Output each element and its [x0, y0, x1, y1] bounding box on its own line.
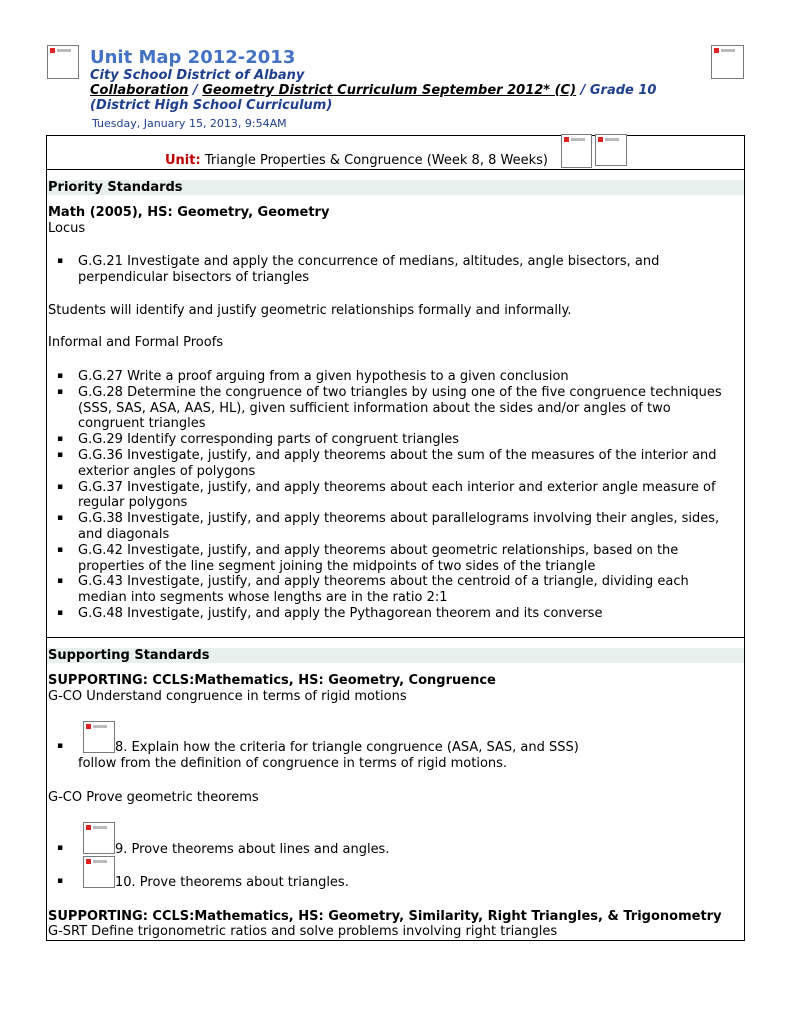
prove-theorems-label: G-CO Prove geometric theorems [48, 790, 259, 805]
standard-text-continued: follow from the definition of congruence in terms of rigid motions. [78, 756, 508, 771]
list-item [48, 511, 738, 543]
supporting-standards-heading: Supporting Standards [48, 648, 210, 663]
divider [46, 169, 745, 170]
bullet-icon: ▪ [57, 371, 64, 381]
standard-text: G.G.27 Write a proof arguing from a given hypothesis to a given conclusion [78, 369, 569, 384]
standard-text: G.G.48 Investigate, justify, and apply the Pythagorean theorem and its converse [78, 605, 603, 621]
unit-row [165, 153, 548, 168]
standard-text: 10. Prove theorems about triangles. [115, 875, 349, 890]
breadcrumb-collaboration[interactable]: Collaboration [90, 83, 189, 98]
breadcrumb-grade: Grade 10 [589, 83, 657, 98]
bullet-icon: ▪ [57, 386, 64, 397]
supporting-subject-congruence: SUPPORTING: CCLS:Mathematics, HS: Geometry, Congruence [48, 673, 496, 688]
bullet-icon: ▪ [57, 576, 64, 587]
bullet-icon: ▪ [57, 544, 64, 555]
subtitle: (District High School Curriculum) [90, 98, 333, 113]
list-item [48, 385, 738, 432]
breadcrumb [90, 83, 656, 98]
bullet-icon: ▪ [57, 843, 64, 853]
priority-standards-heading: Priority Standards [48, 180, 183, 195]
timestamp: Tuesday, January 15, 2013, 9:54AM [92, 117, 287, 130]
rigid-motions-label: G-CO Understand congruence in terms of rigid motions [48, 689, 407, 704]
breadcrumb-separator: / [192, 83, 198, 98]
page-title: Unit Map 2012-2013 [90, 47, 296, 68]
bullet-icon: ▪ [57, 449, 64, 460]
bullet-icon: ▪ [57, 256, 64, 266]
srt-label: G-SRT Define trigonometric ratios and solve problems involving right triangles [48, 924, 558, 939]
unit-edit-placeholder[interactable] [561, 134, 592, 168]
standard-text: G.G.28 Determine the congruence of two triangles by using one of the five congruence techniques (SSS, SAS, ASA, AAS, HL), given sufficient information about the sides and/or angles of two congruent triangles [78, 384, 722, 432]
unit-label: Unit: [165, 153, 201, 168]
bullet-icon: ▪ [57, 741, 64, 751]
standard-text: G.G.43 Investigate, justify, and apply theorems about the centroid of a triangle, dividing each median into segments whose lengths are in the ratio 2:1 [78, 574, 689, 606]
priority-subject: Math (2005), HS: Geometry, Geometry [48, 205, 330, 220]
standard-text: G.G.36 Investigate, justify, and apply theorems about the sum of the measures of the interior and exterior angles of polygons [78, 447, 717, 479]
list-item [48, 606, 738, 622]
priority-statement: Students will identify and justify geometric relationships formally and informally. [48, 303, 572, 318]
divider [46, 637, 745, 638]
list-item [48, 574, 738, 606]
standard-text: G.G.29 Identify corresponding parts of congruent triangles [78, 432, 460, 448]
list-item [48, 543, 738, 575]
supporting-subject-srt: SUPPORTING: CCLS:Mathematics, HS: Geometry, Similarity, Right Triangles, & Trigonometry [48, 909, 722, 924]
locus-label: Locus [48, 221, 86, 236]
bullet-icon: ▪ [57, 481, 64, 492]
bullet-icon: ▪ [57, 434, 64, 445]
standard-text: 8. Explain how the criteria for triangle congruence (ASA, SAS, and SSS) [115, 740, 579, 755]
list-item [48, 254, 738, 286]
unit-view-placeholder[interactable] [595, 134, 627, 166]
bullet-icon: ▪ [57, 876, 64, 886]
breadcrumb-curriculum[interactable]: Geometry District Curriculum September 2012* (C) [202, 83, 577, 98]
logo-placeholder-right [711, 45, 744, 79]
logo-placeholder-left [47, 45, 79, 79]
list-item [48, 432, 738, 448]
bullet-icon: ▪ [57, 513, 64, 524]
unit-name: Triangle Properties & Congruence (Week 8, 8 Weeks) [204, 153, 548, 168]
breadcrumb-separator: / [580, 83, 586, 98]
standard-text: G.G.37 Investigate, justify, and apply theorems about each interior and exterior angle measure of regular polygons [78, 479, 716, 511]
standard-text: G.G.21 Investigate and apply the concurrence of medians, altitudes, angle bisectors, and perpendicular bisectors of triangles [78, 254, 660, 285]
list-item [48, 480, 738, 512]
standard-text: G.G.38 Investigate, justify, and apply theorems about parallelograms involving their angles, sides, and diagonals [78, 511, 720, 542]
list-item [48, 448, 738, 480]
standard-text: G.G.42 Investigate, justify, and apply theorems about geometric relationships, based on the properties of the line segment joining the midpoints of two sides of the triangle [78, 542, 679, 574]
list-item [48, 369, 738, 385]
district-name: City School District of Albany [90, 68, 305, 83]
proofs-list [48, 369, 738, 622]
bullet-icon: ▪ [57, 607, 64, 618]
standard-text: 9. Prove theorems about lines and angles. [115, 842, 390, 857]
proofs-label: Informal and Formal Proofs [48, 335, 224, 350]
standard-placeholder[interactable] [83, 822, 115, 854]
locus-list [48, 254, 738, 286]
standard-placeholder[interactable] [83, 856, 115, 888]
standard-placeholder[interactable] [83, 721, 115, 753]
